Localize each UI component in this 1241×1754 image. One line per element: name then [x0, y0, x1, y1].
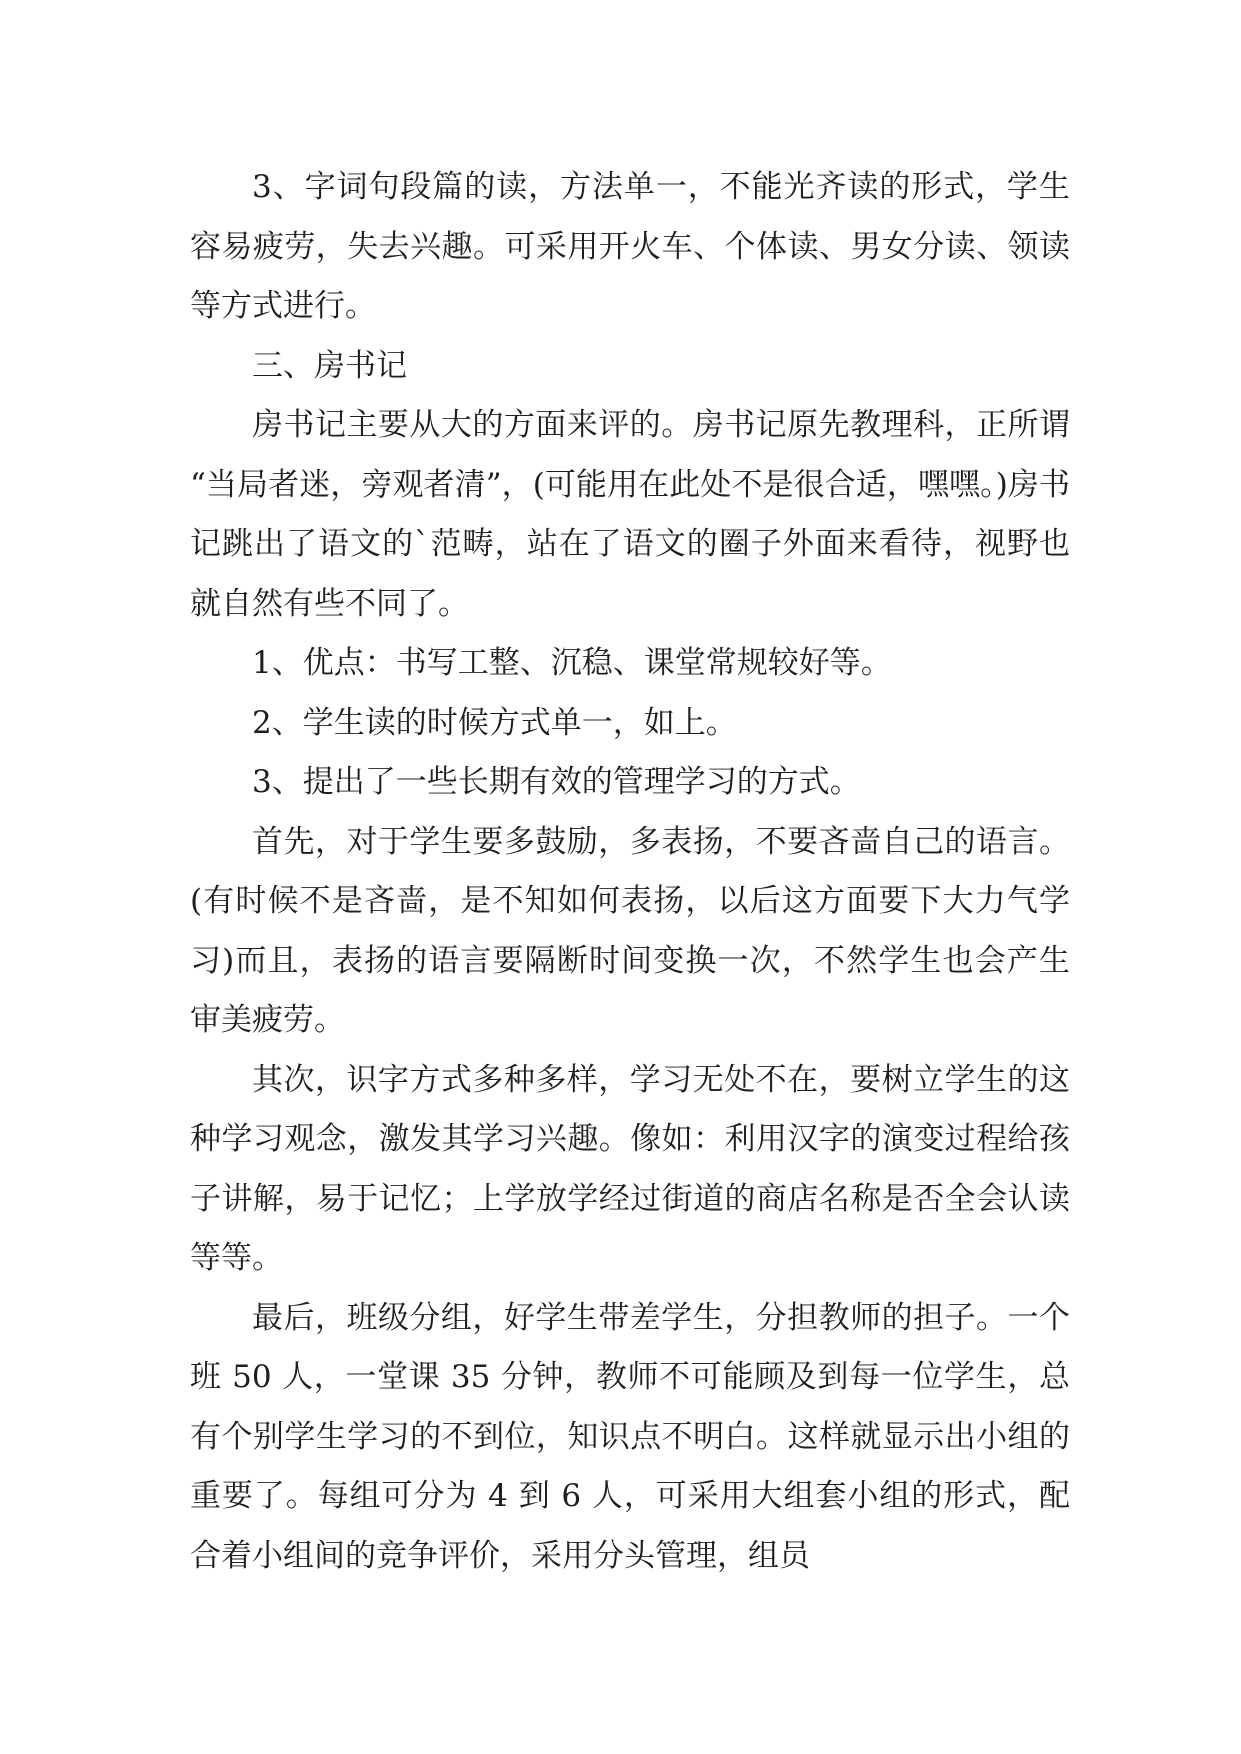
paragraph-point-3: 3、提出了一些长期有效的管理学习的方式。 [252, 764, 861, 800]
document-body [190, 158, 1070, 1586]
section-heading-fang: 三、房书记 [252, 347, 407, 384]
paragraph-second: 其次，识字方式多种多样，学习无处不在，要树立学生的这种学习观念，激发其学习兴趣。像如：利用汉字的演变过程给孩子讲解，易于记忆；上学放学经过街道的商店名称是否全会认读等等。 [190, 1061, 1070, 1276]
paragraph-reading-methods: 3、字词句段篇的读，方法单一，不能光齐读的形式，学生容易疲劳，失去兴趣。可采用开火车、个体读、男女分读、领读等方式进行。 [190, 169, 1070, 324]
paragraph-point-1: 1、优点：书写工整、沉稳、课堂常规较好等。 [252, 645, 892, 681]
paragraph-last: 最后，班级分组，好学生带差学生，分担教师的担子。一个班 50 人，一堂课 35 分钟，教师不可能顾及到每一位学生，总有个别学生学习的不到位，知识点不明白。这样就显示出小组的重要了。每组可分为 4 到 6 人，可采用大组套小组的形式，配合着小组间的竞争评价，采用分头管理，组员 [190, 1299, 1070, 1574]
paragraph-point-2: 2、学生读的时候方式单一，如上。 [252, 704, 737, 741]
paragraph-fang-intro: 房书记主要从大的方面来评的。房书记原先教理科，正所谓“当局者迷，旁观者清”，(可能用在此处不是很合适，嘿嘿。)房书记跳出了语文的`范畴，站在了语文的圈子外面来看待，视野也就自然有些不同了。 [190, 407, 1070, 622]
paragraph-first: 首先，对于学生要多鼓励，多表扬，不要吝啬自己的语言。(有时候不是吝啬，是不知如何表扬，以后这方面要下大力气学习)而且，表扬的语言要隔断时间变换一次，不然学生也会产生审美疲劳。 [190, 823, 1070, 1038]
